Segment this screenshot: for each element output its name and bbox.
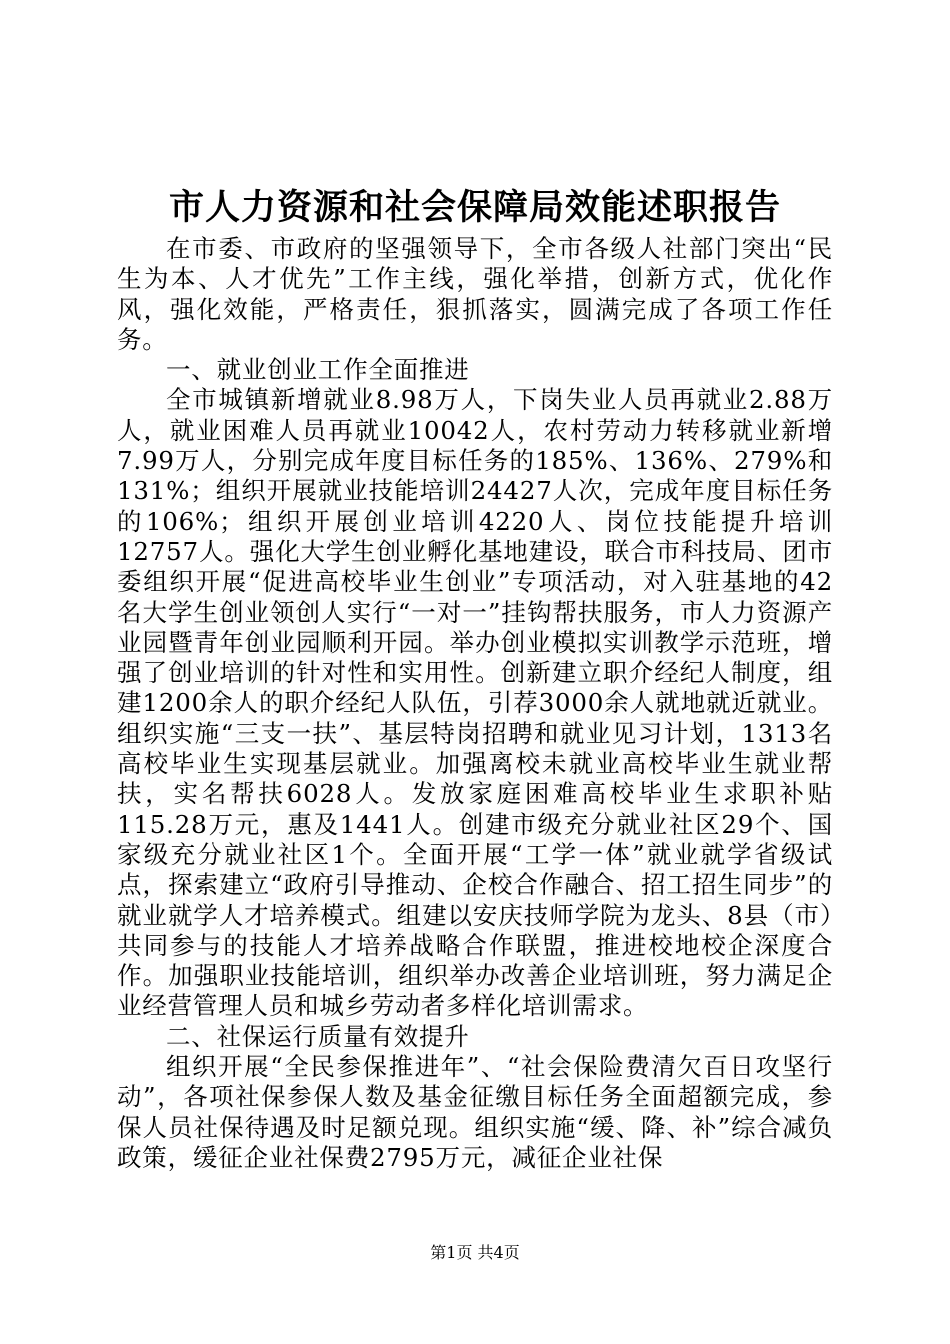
section-2-paragraph: 组织开展“全民参保推进年”、“社会保险费清欠百日攻坚行动”，各项社保参保人数及基金征缴目标任务全面超额完成，参保人员社保待遇及时足额兑现。组织实施“缓、降、补”综合减负政策，缓征企业社保费2795万元，减征企业社保 — [117, 1052, 833, 1172]
intro-paragraph: 在市委、市政府的坚强领导下，全市各级人社部门突出“民生为本、人才优先”工作主线，强化举措，创新方式，优化作风，强化效能，严格责任，狠抓落实，圆满完成了各项工作任务。 — [117, 234, 833, 354]
document-body — [117, 234, 833, 1173]
section-1-paragraph: 全市城镇新增就业8.98万人，下岗失业人员再就业2.88万人，就业困难人员再就业10042人，农村劳动力转移就业新增7.99万人，分别完成年度目标任务的185%、136%、279%和131%；组织开展就业技能培训24427人次，完成年度目标任务的106%；组织开展创业培训4220人、岗位技能提升培训12757人。强化大学生创业孵化基地建设，联合市科技局、团市委组织开展“促进高校毕业生创业”专项活动，对入驻基地的42名大学生创业领创人实行“一对一”挂钩帮扶服务，市人力资源产业园暨青年创业园顺利开园。举办创业模拟实训教学示范班，增强了创业培训的针对性和实用性。创新建立职介经纪人制度，组建1200余人的职介经纪人队伍，引荐3000余人就地就近就业。组织实施“三支一扶”、基层特岗招聘和就业见习计划，1313名高校毕业生实现基层就业。加强离校未就业高校毕业生就业帮扶，实名帮扶6028人。发放家庭困难高校毕业生求职补贴115.28万元，惠及1441人。创建市级充分就业社区29个、国家级充分就业社区1个。全面开展“工学一体”就业就学省级试点，探索建立“政府引导推动、企校合作融合、招工招生同步”的就业就学人才培养模式。组建以安庆技师学院为龙头、8县（市）共同参与的技能人才培养战略合作联盟，推进校地校企深度合作。加强职业技能培训，组织举办改善企业培训班，努力满足企业经营管理人员和城乡劳动者多样化培训需求。 — [117, 385, 833, 1021]
page-number-footer: 第1页 共4页 — [430, 1243, 520, 1262]
section-1-heading: 一、就业创业工作全面推进 — [166, 355, 470, 385]
document-title: 市人力资源和社会保障局效能述职报告 — [168, 188, 781, 228]
section-2-heading: 二、社保运行质量有效提升 — [166, 1021, 470, 1051]
